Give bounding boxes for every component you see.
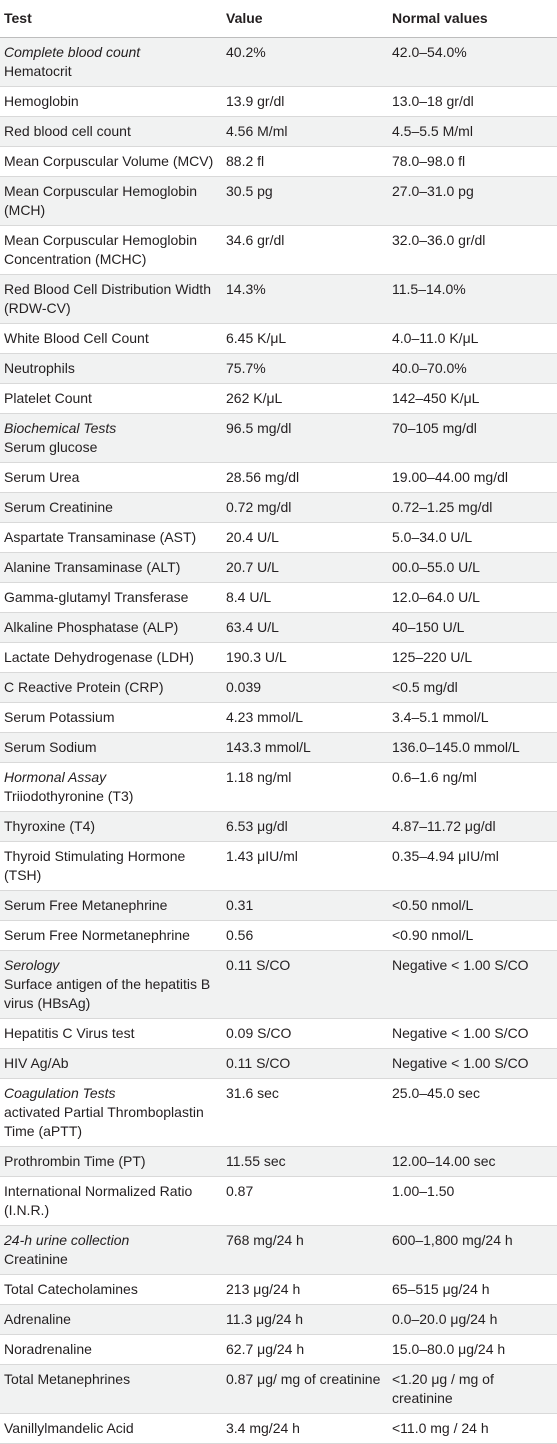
test-name: Vanillylmandelic Acid bbox=[4, 1420, 134, 1436]
test-cell bbox=[0, 583, 222, 613]
test-name: Serum Urea bbox=[4, 469, 80, 485]
test-cell bbox=[0, 414, 222, 463]
normal-values-cell: <0.90 nmol/L bbox=[388, 921, 557, 951]
test-cell bbox=[0, 275, 222, 324]
value-cell: 0.31 bbox=[222, 891, 388, 921]
value-cell: 0.039 bbox=[222, 673, 388, 703]
value-cell: 75.7% bbox=[222, 354, 388, 384]
normal-values-cell: 25.0–45.0 sec bbox=[388, 1079, 557, 1147]
value-cell: 20.7 U/L bbox=[222, 553, 388, 583]
table-row bbox=[0, 613, 557, 643]
table-row bbox=[0, 226, 557, 275]
table-body bbox=[0, 38, 557, 1444]
value-cell: 40.2% bbox=[222, 38, 388, 87]
value-cell: 20.4 U/L bbox=[222, 523, 388, 553]
value-cell: 6.53 μg/dl bbox=[222, 812, 388, 842]
section-heading: Serology bbox=[4, 957, 60, 973]
normal-values-cell: 70–105 mg/dl bbox=[388, 414, 557, 463]
table-row bbox=[0, 1365, 557, 1414]
test-cell bbox=[0, 951, 222, 1019]
table-row bbox=[0, 1177, 557, 1226]
value-cell: 0.09 S/CO bbox=[222, 1019, 388, 1049]
table-row bbox=[0, 147, 557, 177]
normal-values-cell: <0.5 mg/dl bbox=[388, 673, 557, 703]
test-cell bbox=[0, 117, 222, 147]
normal-values-cell: 40.0–70.0% bbox=[388, 354, 557, 384]
normal-values-cell: 4.5–5.5 M/ml bbox=[388, 117, 557, 147]
test-cell bbox=[0, 324, 222, 354]
normal-values-cell: 78.0–98.0 fl bbox=[388, 147, 557, 177]
normal-values-cell: 32.0–36.0 gr/dl bbox=[388, 226, 557, 275]
value-cell: 0.11 S/CO bbox=[222, 1049, 388, 1079]
test-name: Thyroid Stimulating Hormone (TSH) bbox=[4, 848, 186, 883]
table-row bbox=[0, 703, 557, 733]
value-cell: 31.6 sec bbox=[222, 1079, 388, 1147]
table-row bbox=[0, 324, 557, 354]
test-cell bbox=[0, 613, 222, 643]
test-name: Red blood cell count bbox=[4, 123, 131, 139]
test-name: Alanine Transaminase (ALT) bbox=[4, 559, 181, 575]
section-heading: 24-h urine collection bbox=[4, 1232, 130, 1248]
normal-values-cell: 27.0–31.0 pg bbox=[388, 177, 557, 226]
table-row bbox=[0, 951, 557, 1019]
value-cell: 1.18 ng/ml bbox=[222, 763, 388, 812]
value-cell: 88.2 fl bbox=[222, 147, 388, 177]
test-name: Thyroxine (T4) bbox=[4, 818, 96, 834]
normal-values-cell: 42.0–54.0% bbox=[388, 38, 557, 87]
value-cell: 3.4 mg/24 h bbox=[222, 1414, 388, 1444]
test-name: Total Catecholamines bbox=[4, 1281, 138, 1297]
value-cell: 96.5 mg/dl bbox=[222, 414, 388, 463]
normal-values-cell: 0.72–1.25 mg/dl bbox=[388, 493, 557, 523]
test-cell bbox=[0, 1049, 222, 1079]
test-name: Mean Corpuscular Volume (MCV) bbox=[4, 153, 214, 169]
test-cell bbox=[0, 1365, 222, 1414]
normal-values-cell: 65–515 μg/24 h bbox=[388, 1275, 557, 1305]
table-row bbox=[0, 1147, 557, 1177]
table-row bbox=[0, 414, 557, 463]
value-cell: 8.4 U/L bbox=[222, 583, 388, 613]
test-name: Gamma-glutamyl Transferase bbox=[4, 589, 189, 605]
test-cell bbox=[0, 812, 222, 842]
normal-values-cell: 19.00–44.00 mg/dl bbox=[388, 463, 557, 493]
test-name: Prothrombin Time (PT) bbox=[4, 1153, 146, 1169]
value-cell: 0.56 bbox=[222, 921, 388, 951]
test-name: Neutrophils bbox=[4, 360, 75, 376]
table-row bbox=[0, 553, 557, 583]
test-cell bbox=[0, 523, 222, 553]
table-row bbox=[0, 921, 557, 951]
test-cell bbox=[0, 87, 222, 117]
normal-values-cell: 0.6–1.6 ng/ml bbox=[388, 763, 557, 812]
test-cell bbox=[0, 1177, 222, 1226]
table-row bbox=[0, 842, 557, 891]
value-cell: 4.23 mmol/L bbox=[222, 703, 388, 733]
test-cell bbox=[0, 643, 222, 673]
header-normal-values: Normal values bbox=[388, 0, 557, 38]
test-name: Total Metanephrines bbox=[4, 1371, 131, 1387]
test-name: International Normalized Ratio (I.N.R.) bbox=[4, 1183, 193, 1218]
test-name: Alkaline Phosphatase (ALP) bbox=[4, 619, 179, 635]
test-name: Triiodothyronine (T3) bbox=[4, 788, 134, 804]
test-cell bbox=[0, 354, 222, 384]
value-cell: 190.3 U/L bbox=[222, 643, 388, 673]
header-row bbox=[0, 0, 557, 38]
test-cell bbox=[0, 703, 222, 733]
normal-values-cell: 3.4–5.1 mmol/L bbox=[388, 703, 557, 733]
table-row bbox=[0, 763, 557, 812]
normal-values-cell: 0.35–4.94 μIU/ml bbox=[388, 842, 557, 891]
value-cell: 11.3 μg/24 h bbox=[222, 1305, 388, 1335]
normal-values-cell: <11.0 mg / 24 h bbox=[388, 1414, 557, 1444]
value-cell: 11.55 sec bbox=[222, 1147, 388, 1177]
normal-values-cell: 15.0–80.0 μg/24 h bbox=[388, 1335, 557, 1365]
normal-values-cell: 142–450 K/μL bbox=[388, 384, 557, 414]
test-cell bbox=[0, 38, 222, 87]
test-cell bbox=[0, 177, 222, 226]
table-row bbox=[0, 1275, 557, 1305]
table-row bbox=[0, 1305, 557, 1335]
test-name: Adrenaline bbox=[4, 1311, 71, 1327]
test-name: Surface antigen of the hepatitis B virus (HBsAg) bbox=[4, 976, 211, 1011]
table-row bbox=[0, 891, 557, 921]
test-name: Hepatitis C Virus test bbox=[4, 1025, 135, 1041]
test-cell bbox=[0, 1147, 222, 1177]
table-row bbox=[0, 1019, 557, 1049]
test-name: Lactate Dehydrogenase (LDH) bbox=[4, 649, 194, 665]
value-cell: 34.6 gr/dl bbox=[222, 226, 388, 275]
test-cell bbox=[0, 921, 222, 951]
test-name: C Reactive Protein (CRP) bbox=[4, 679, 164, 695]
normal-values-cell: <1.20 μg / mg of creatinine bbox=[388, 1365, 557, 1414]
test-cell bbox=[0, 553, 222, 583]
test-name: Hemoglobin bbox=[4, 93, 79, 109]
value-cell: 1.43 μIU/ml bbox=[222, 842, 388, 891]
test-name: Creatinine bbox=[4, 1251, 68, 1267]
table-row bbox=[0, 643, 557, 673]
normal-values-cell: 13.0–18 gr/dl bbox=[388, 87, 557, 117]
normal-values-cell: 5.0–34.0 U/L bbox=[388, 523, 557, 553]
test-cell bbox=[0, 493, 222, 523]
test-name: HIV Ag/Ab bbox=[4, 1055, 69, 1071]
normal-values-cell: 1.00–1.50 bbox=[388, 1177, 557, 1226]
normal-values-cell: 4.87–11.72 μg/dl bbox=[388, 812, 557, 842]
value-cell: 0.87 μg/ mg of creatinine bbox=[222, 1365, 388, 1414]
test-name: Mean Corpuscular Hemoglobin Concentration (MCHC) bbox=[4, 232, 197, 267]
test-cell bbox=[0, 147, 222, 177]
test-name: Hematocrit bbox=[4, 63, 72, 79]
section-heading: Coagulation Tests bbox=[4, 1085, 116, 1101]
table-row bbox=[0, 354, 557, 384]
normal-values-cell: Negative < 1.00 S/CO bbox=[388, 951, 557, 1019]
value-cell: 62.7 μg/24 h bbox=[222, 1335, 388, 1365]
table-row bbox=[0, 177, 557, 226]
table-row bbox=[0, 523, 557, 553]
value-cell: 768 mg/24 h bbox=[222, 1226, 388, 1275]
test-cell bbox=[0, 1019, 222, 1049]
test-cell bbox=[0, 226, 222, 275]
normal-values-cell: 600–1,800 mg/24 h bbox=[388, 1226, 557, 1275]
value-cell: 0.87 bbox=[222, 1177, 388, 1226]
table-row bbox=[0, 275, 557, 324]
test-name: Serum glucose bbox=[4, 439, 98, 455]
value-cell: 4.56 M/ml bbox=[222, 117, 388, 147]
test-name: Noradrenaline bbox=[4, 1341, 92, 1357]
table-row bbox=[0, 673, 557, 703]
section-heading: Hormonal Assay bbox=[4, 769, 107, 785]
table-row bbox=[0, 812, 557, 842]
test-name: activated Partial Thromboplastin Time (aPTT) bbox=[4, 1104, 204, 1139]
normal-values-cell: 136.0–145.0 mmol/L bbox=[388, 733, 557, 763]
test-cell bbox=[0, 1079, 222, 1147]
test-name: Mean Corpuscular Hemoglobin (MCH) bbox=[4, 183, 197, 218]
table-row bbox=[0, 1414, 557, 1444]
normal-values-cell: <0.50 nmol/L bbox=[388, 891, 557, 921]
value-cell: 143.3 mmol/L bbox=[222, 733, 388, 763]
normal-values-cell: 12.0–64.0 U/L bbox=[388, 583, 557, 613]
value-cell: 0.11 S/CO bbox=[222, 951, 388, 1019]
test-name: Serum Free Metanephrine bbox=[4, 897, 168, 913]
value-cell: 63.4 U/L bbox=[222, 613, 388, 643]
value-cell: 30.5 pg bbox=[222, 177, 388, 226]
test-name: White Blood Cell Count bbox=[4, 330, 149, 346]
value-cell: 213 μg/24 h bbox=[222, 1275, 388, 1305]
test-name: Serum Free Normetanephrine bbox=[4, 927, 190, 943]
normal-values-cell: 00.0–55.0 U/L bbox=[388, 553, 557, 583]
test-cell bbox=[0, 1305, 222, 1335]
value-cell: 0.72 mg/dl bbox=[222, 493, 388, 523]
test-cell bbox=[0, 891, 222, 921]
test-cell bbox=[0, 1275, 222, 1305]
test-cell bbox=[0, 1335, 222, 1365]
test-name: Platelet Count bbox=[4, 390, 92, 406]
test-cell bbox=[0, 763, 222, 812]
normal-values-cell: 125–220 U/L bbox=[388, 643, 557, 673]
test-name: Aspartate Transaminase (AST) bbox=[4, 529, 197, 545]
test-name: Red Blood Cell Distribution Width (RDW-CV) bbox=[4, 281, 211, 316]
normal-values-cell: 0.0–20.0 μg/24 h bbox=[388, 1305, 557, 1335]
normal-values-cell: 40–150 U/L bbox=[388, 613, 557, 643]
table-row bbox=[0, 1226, 557, 1275]
normal-values-cell: 12.00–14.00 sec bbox=[388, 1147, 557, 1177]
table-row bbox=[0, 1049, 557, 1079]
test-cell bbox=[0, 733, 222, 763]
test-cell bbox=[0, 463, 222, 493]
test-cell bbox=[0, 842, 222, 891]
normal-values-cell: Negative < 1.00 S/CO bbox=[388, 1019, 557, 1049]
header-test: Test bbox=[0, 0, 222, 38]
table-row bbox=[0, 117, 557, 147]
table-row bbox=[0, 463, 557, 493]
value-cell: 28.56 mg/dl bbox=[222, 463, 388, 493]
table-header bbox=[0, 0, 557, 38]
table-row bbox=[0, 1079, 557, 1147]
table-row bbox=[0, 38, 557, 87]
value-cell: 262 K/μL bbox=[222, 384, 388, 414]
normal-values-cell: Negative < 1.00 S/CO bbox=[388, 1049, 557, 1079]
table-row bbox=[0, 583, 557, 613]
header-value: Value bbox=[222, 0, 388, 38]
table-row bbox=[0, 384, 557, 414]
test-cell bbox=[0, 1226, 222, 1275]
test-cell bbox=[0, 384, 222, 414]
test-name: Serum Creatinine bbox=[4, 499, 113, 515]
normal-values-cell: 4.0–11.0 K/μL bbox=[388, 324, 557, 354]
test-cell bbox=[0, 1414, 222, 1444]
test-cell bbox=[0, 673, 222, 703]
table-row bbox=[0, 493, 557, 523]
value-cell: 13.9 gr/dl bbox=[222, 87, 388, 117]
section-heading: Complete blood count bbox=[4, 44, 141, 60]
table-row bbox=[0, 87, 557, 117]
table-row bbox=[0, 733, 557, 763]
value-cell: 6.45 K/μL bbox=[222, 324, 388, 354]
test-name: Serum Potassium bbox=[4, 709, 115, 725]
table-row bbox=[0, 1335, 557, 1365]
value-cell: 14.3% bbox=[222, 275, 388, 324]
section-heading: Biochemical Tests bbox=[4, 420, 117, 436]
normal-values-cell: 11.5–14.0% bbox=[388, 275, 557, 324]
test-name: Serum Sodium bbox=[4, 739, 97, 755]
